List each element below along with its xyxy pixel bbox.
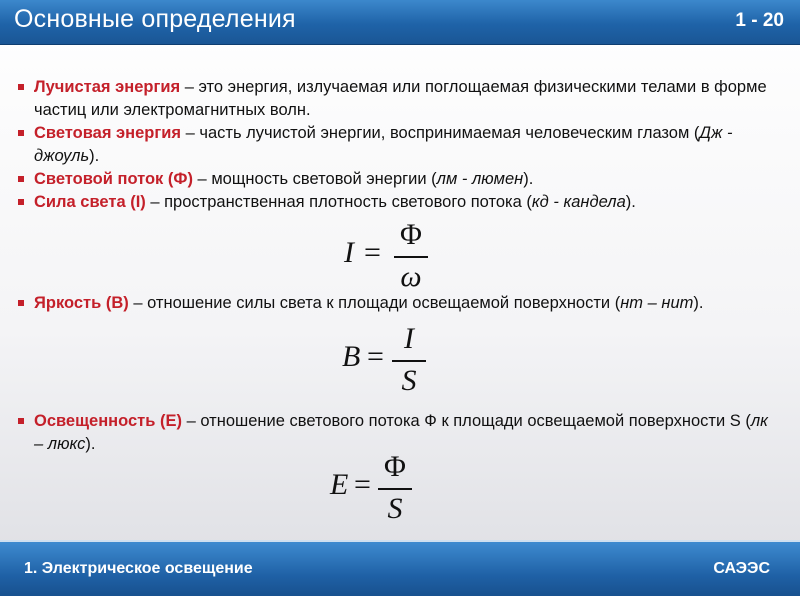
definition-text-end: ). [89,147,100,165]
formula-numerator: Φ [384,450,406,483]
definition-text: – отношение силы света к площади освещаемой поверхности ( [128,294,621,312]
formula-intensity [344,218,454,298]
term-label: Световой поток (Ф) [34,170,193,188]
definition-text: – пространственная плотность светового потока ( [145,193,532,211]
term-label: Яркость (B) [34,294,129,312]
unit-label: кд - кандела [531,193,626,211]
definition-text: – отношение светового потока Ф к площади освещаемой поверхности S ( [181,412,751,430]
fraction-bar [392,360,426,362]
formula-illuminance [330,450,440,530]
slide-number: 1 - 20 [735,10,784,31]
definition-text-end: ). [693,294,704,312]
definitions-list-2 [14,292,774,315]
formula-lhs: B [342,340,361,373]
term-label: Световая энергия [34,124,182,142]
definition-text: – часть лучистой энергии, воспринимаемая человеческим глазом ( [181,124,700,142]
definition-luminous-flux [14,168,774,191]
term-label: Освещенность (E) [34,412,182,430]
formula-numerator: I [404,322,414,355]
definition-light-energy [14,122,774,168]
definitions-list [14,76,774,214]
formula-equals: = [354,468,371,501]
fraction-bar [394,256,428,258]
unit-label: лк – люкс [34,412,768,453]
unit-label: нт – нит [620,294,694,312]
course-title: 1. Электрическое освещение [24,560,253,577]
term-label: Сила света (I) [34,193,146,211]
formula-equals: = [364,236,381,269]
definition-luminance [14,292,774,315]
definition-text: – мощность световой энергии ( [192,170,437,188]
definition-text-end: ). [523,170,534,188]
formula-luminance [342,322,452,402]
fraction-bar [378,488,412,490]
formula-lhs: I [344,236,354,269]
formula-denominator: S [401,364,417,397]
formula-denominator: ω [400,260,422,293]
organization-label: САЭЭС [713,560,770,577]
formula-equals: = [367,340,384,373]
definition-text-end: ). [625,193,636,211]
formula-lhs: E [330,468,349,501]
unit-label: Дж - джоуль [34,124,733,165]
definition-text-end: ). [85,435,96,453]
definition-text: – это энергия, излучаемая или поглощаемая физическими телами в форме частиц или электромагнитных волн. [34,78,767,119]
formula-denominator: S [387,492,403,525]
unit-label: лм - люмен [436,170,524,188]
definition-luminous-intensity [14,191,774,214]
title-bar [0,0,800,45]
bottom-strip [0,596,800,600]
definition-radiant-energy [14,76,774,122]
formula-numerator: Φ [400,218,422,251]
slide-title: Основные определения [14,5,296,33]
term-label: Лучистая энергия [34,78,181,96]
footer-bar [0,540,800,598]
